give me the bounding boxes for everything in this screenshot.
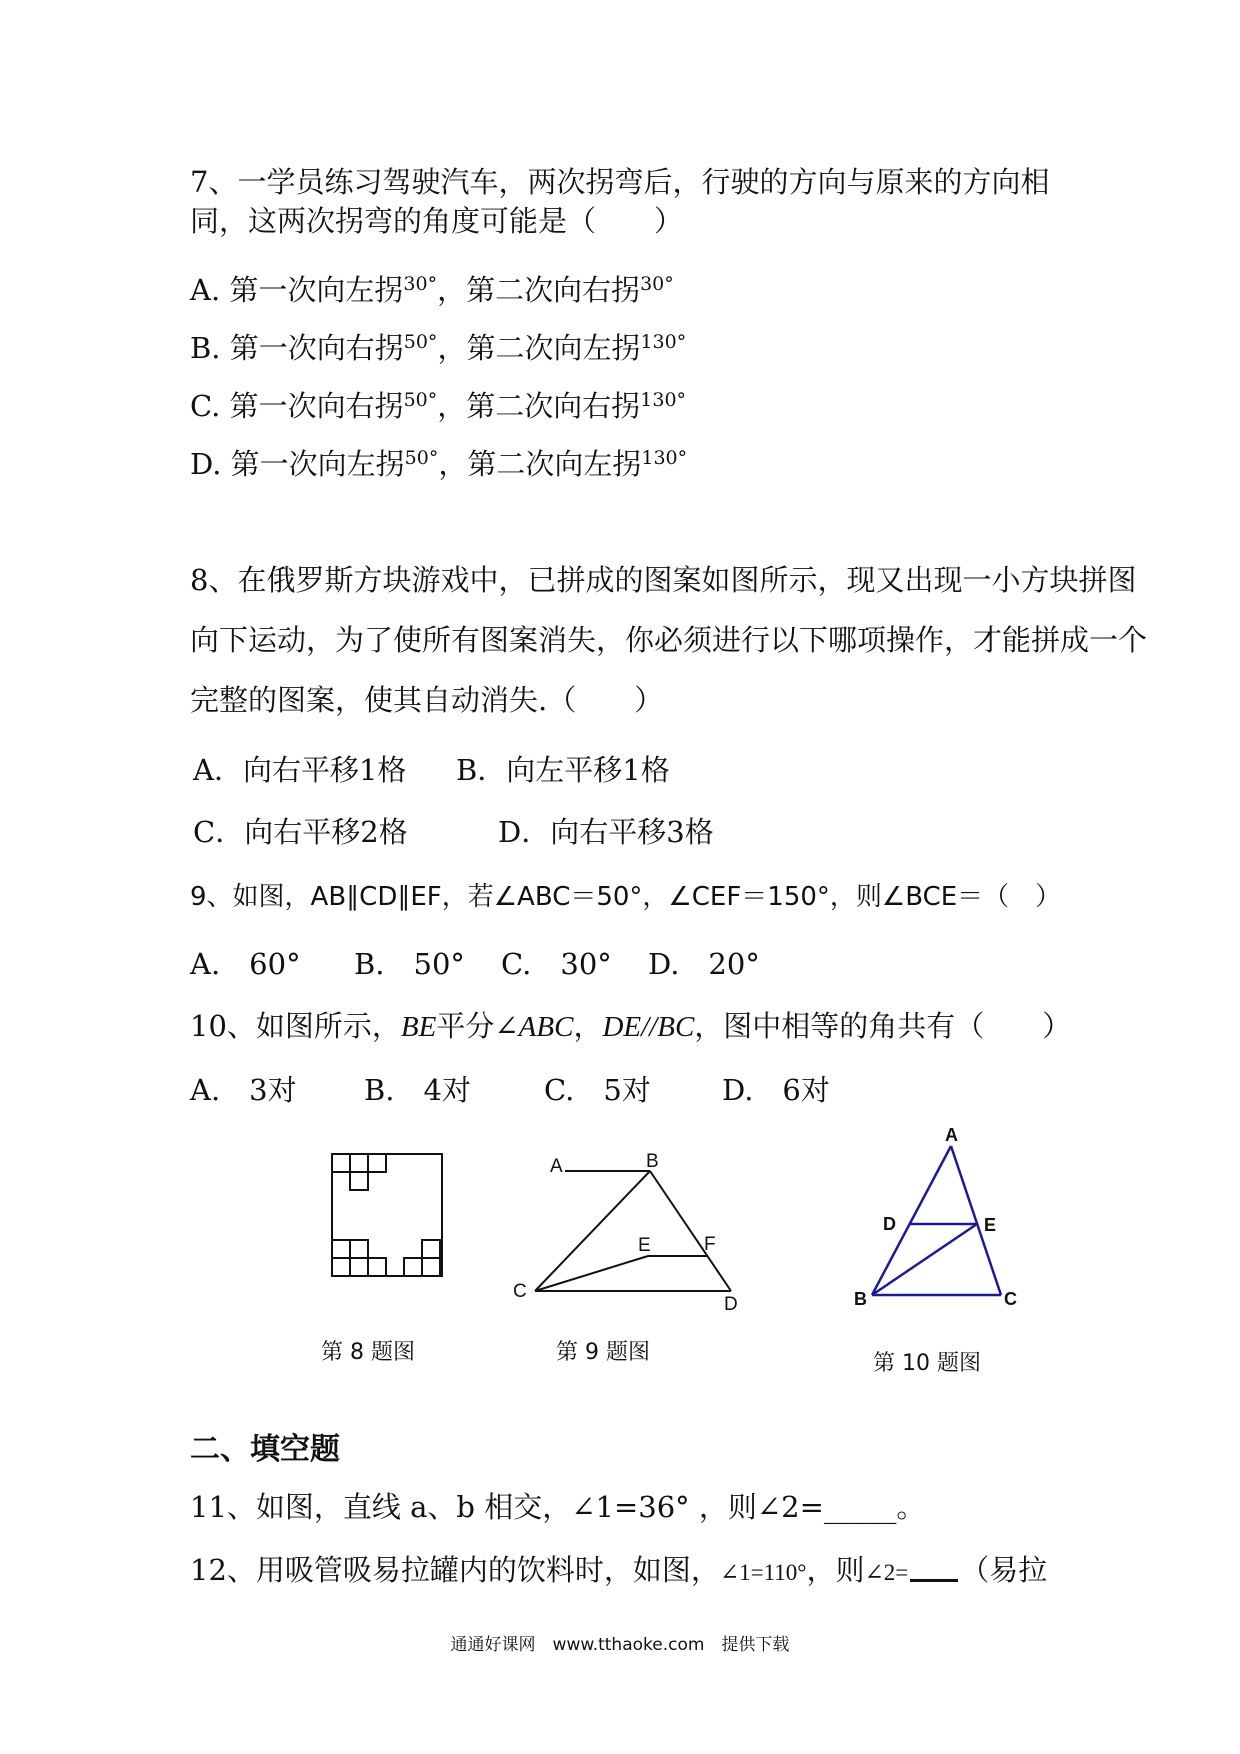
math-expression: BE (400, 1011, 437, 1043)
stack-cell (350, 1258, 368, 1276)
q9-stem: 9、如图，AB∥CD∥EF，若∠ABC＝50°，∠CEF＝150°，则∠BCE＝（ ） (190, 882, 1062, 912)
math-expression: ∠1=110° (719, 1560, 807, 1585)
angle-value: 130° (641, 447, 688, 469)
q7-option-d (190, 438, 687, 484)
q7-stem-line1: 7、一学员练习驾驶汽车，两次拐弯后，行驶的方向与原来的方向相 (190, 165, 1050, 199)
q8-option-b: B．向左平移1格 (456, 753, 670, 787)
label-f: F (704, 1234, 716, 1255)
angle-value: 50° (403, 389, 438, 411)
option-text: C. 第一次向右拐 (190, 389, 404, 423)
label-a: A (550, 1156, 563, 1177)
figure-8-tetris (330, 1152, 450, 1282)
q8-stem-line2: 向下运动，为了使所有图案消失，你必须进行以下哪项操作，才能拼成一个 (190, 623, 1148, 657)
label-e: E (984, 1215, 997, 1235)
angle-value: 30° (403, 273, 438, 295)
stem-text: ，图中相等的角共有（ ） (694, 1009, 1072, 1043)
piece-cell (350, 1172, 368, 1190)
stem-text: 10、如图所示， (190, 1009, 401, 1043)
label-c: C (1004, 1289, 1017, 1309)
q11-stem: 11、如图，直线 a、b 相交，∠1=36° ，则∠2=_____。 (190, 1490, 926, 1524)
angle-value: 50° (404, 447, 439, 469)
figure-8-caption: 第 8 题图 (321, 1340, 415, 1365)
label-e: E (638, 1235, 651, 1256)
label-b: B (854, 1289, 867, 1309)
q8-option-a: A．向右平移1格 (193, 753, 407, 787)
q10-option-a: A. 3对 (190, 1073, 297, 1107)
angle-value: 30° (640, 273, 674, 295)
piece-cell (350, 1154, 368, 1172)
q12-stem (190, 1550, 1047, 1593)
stack-cell (422, 1258, 440, 1276)
stem-text: ， (573, 1009, 603, 1043)
option-text: ，第二次向左拐 (437, 331, 641, 365)
section-title-fill-in: 二、填空题 (190, 1432, 340, 1467)
angle-value: 130° (640, 389, 687, 411)
label-d: D (724, 1294, 738, 1315)
stack-cell (422, 1240, 440, 1258)
piece-cell (368, 1154, 386, 1172)
q8-stem-line3: 完整的图案，使其自动消失.（ ） (190, 683, 664, 717)
q9-option-c: C. 30° (501, 947, 612, 981)
math-expression: DE//BC (602, 1011, 695, 1043)
piece-cell (332, 1154, 350, 1172)
q10-option-b: B. 4对 (364, 1073, 471, 1107)
stack-cell (350, 1240, 368, 1258)
answer-blank[interactable] (910, 1553, 958, 1582)
figure-9-parallel-lines (500, 1150, 760, 1330)
page-footer: 通通好课网 www.tthaoke.com 提供下载 (450, 1635, 790, 1655)
math-expression: ∠ABC (494, 1011, 574, 1043)
q8-stem-line1: 8、在俄罗斯方块游戏中，已拼成的图案如图所示，现又出现一小方块拼图 (190, 563, 1137, 597)
figure-10-caption: 第 10 题图 (873, 1351, 981, 1376)
q7-option-b (190, 322, 686, 368)
q7-option-c (190, 380, 686, 426)
q10-option-c: C. 5对 (544, 1073, 651, 1107)
stem-text: 平分 (436, 1009, 495, 1043)
figure-10-triangle (845, 1128, 1025, 1318)
option-text: B. 第一次向右拐 (190, 331, 404, 365)
label-c: C (513, 1281, 527, 1302)
option-text: ，第二次向右拐 (437, 273, 641, 307)
stack-cell (332, 1258, 350, 1276)
q10-stem (190, 1006, 1071, 1047)
angle-value: 50° (403, 331, 438, 353)
label-b: B (646, 1151, 659, 1172)
stem-text: 12、用吸管吸易拉罐内的饮料时，如图， (190, 1553, 720, 1587)
q7-stem-line2: 同，这两次拐弯的角度可能是（ ） (190, 204, 684, 238)
angle-value: 130° (640, 331, 687, 353)
option-text: ，第二次向右拐 (437, 389, 641, 423)
stack-cell (332, 1240, 350, 1258)
stem-text: ，则 (806, 1553, 865, 1587)
label-a: A (945, 1128, 958, 1145)
stack-cell (404, 1258, 422, 1276)
q9-option-d: D. 20° (648, 947, 760, 981)
segment-bd (650, 1171, 731, 1291)
q10-option-d: D. 6对 (722, 1073, 830, 1107)
label-d: D (883, 1214, 896, 1234)
option-text: D. 第一次向左拐 (190, 447, 405, 481)
option-text: A. 第一次向左拐 (190, 273, 404, 307)
stem-text: （易拉 (960, 1553, 1048, 1587)
figure-9-caption: 第 9 题图 (556, 1340, 650, 1365)
option-text: ，第二次向左拐 (438, 447, 642, 481)
q9-option-a: A. 60° (190, 947, 301, 981)
q8-option-d: D．向右平移3格 (498, 815, 714, 849)
q7-option-a (190, 264, 674, 310)
math-expression: ∠2= (864, 1560, 909, 1585)
segment-be (872, 1224, 977, 1295)
stack-cell (368, 1258, 386, 1276)
q9-option-b: B. 50° (354, 947, 465, 981)
q8-option-c: C．向右平移2格 (193, 815, 408, 849)
